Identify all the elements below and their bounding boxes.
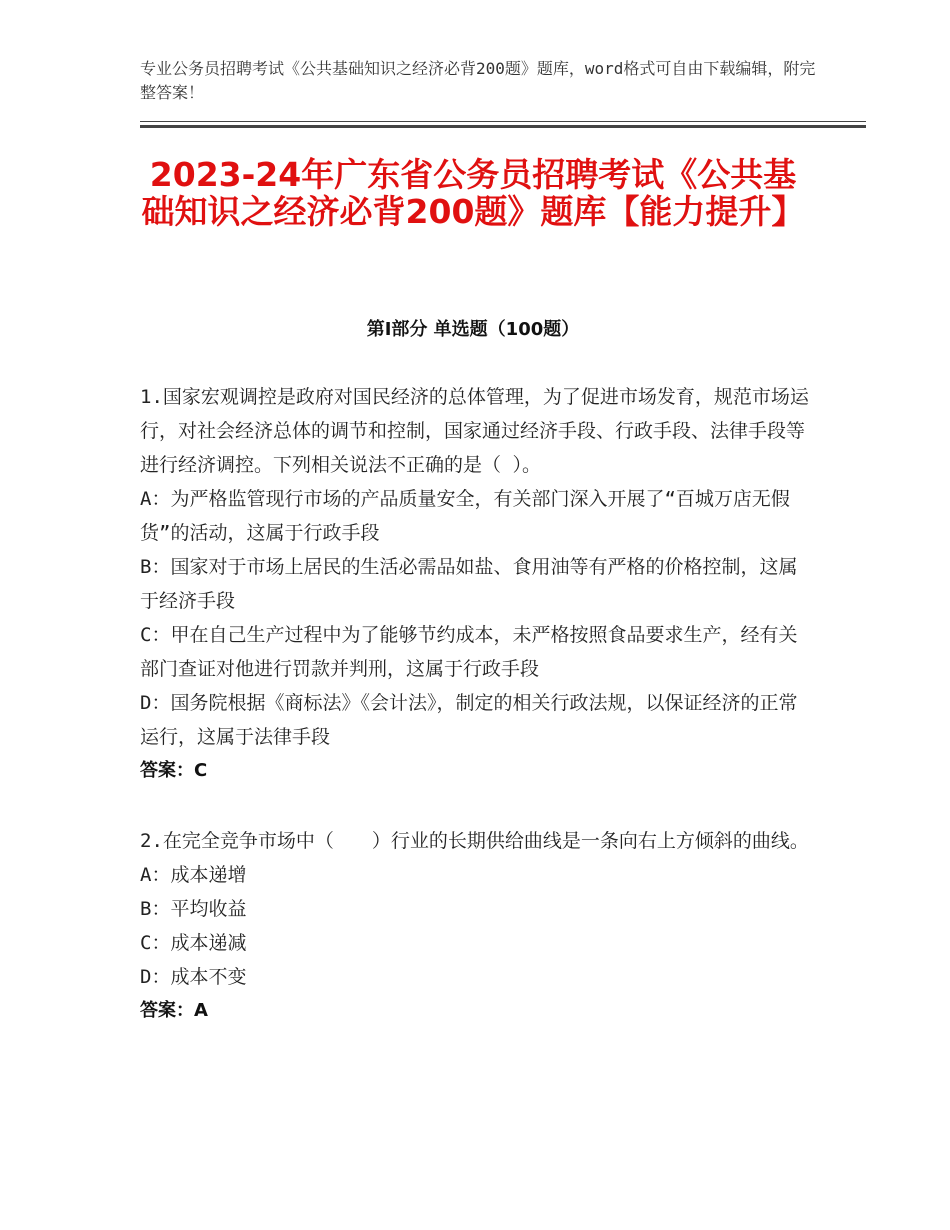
option-d: D：成本不变 bbox=[140, 966, 247, 988]
option-a: A：成本递增 bbox=[140, 864, 247, 886]
answer-line: 答案：A bbox=[140, 1000, 208, 1021]
option-a: A：为严格监管现行市场的产品质量安全，有关部门深入开展了“百城万店无假货”的活动，这属于行政手段 bbox=[140, 488, 790, 544]
document-title: 2023-24年广东省公务员招聘考试《公共基础知识之经济必背200题》题库【能力提升】 bbox=[141, 155, 805, 231]
question-stem: 1.国家宏观调控是政府对国民经济的总体管理，为了促进市场发育，规范市场运行，对社会经济总体的调节和控制，国家通过经济手段、行政手段、法律手段等进行经济调控。下列相关说法不正确的是（ ）。 bbox=[140, 386, 809, 476]
option-c: C：甲在自己生产过程中为了能够节约成本，未严格按照食品要求生产，经有关部门查证对他进行罚款并判刑，这属于行政手段 bbox=[140, 624, 798, 680]
answer-line: 答案：C bbox=[140, 760, 208, 781]
option-c: C：成本递减 bbox=[140, 932, 247, 954]
section-title: 第I部分 单选题（100题） bbox=[366, 319, 580, 340]
option-d: D：国务院根据《商标法》《会计法》，制定的相关行政法规，以保证经济的正常运行，这属于法律手段 bbox=[140, 692, 798, 748]
question-list bbox=[140, 380, 810, 1028]
question-2 bbox=[140, 824, 810, 1028]
header-rule-thin bbox=[140, 121, 866, 122]
question-spacer bbox=[140, 788, 810, 824]
question-stem: 2.在完全竞争市场中（ ）行业的长期供给曲线是一条向右上方倾斜的曲线。 bbox=[140, 830, 809, 852]
header-rule-thick bbox=[140, 125, 866, 128]
question-1 bbox=[140, 380, 810, 788]
option-b: B：平均收益 bbox=[140, 898, 247, 920]
option-b: B：国家对于市场上居民的生活必需品如盐、食用油等有严格的价格控制，这属于经济手段 bbox=[140, 556, 798, 612]
header-note: 专业公务员招聘考试《公共基础知识之经济必背200题》题库，word格式可自由下载编辑，附完整答案！ bbox=[140, 59, 816, 102]
